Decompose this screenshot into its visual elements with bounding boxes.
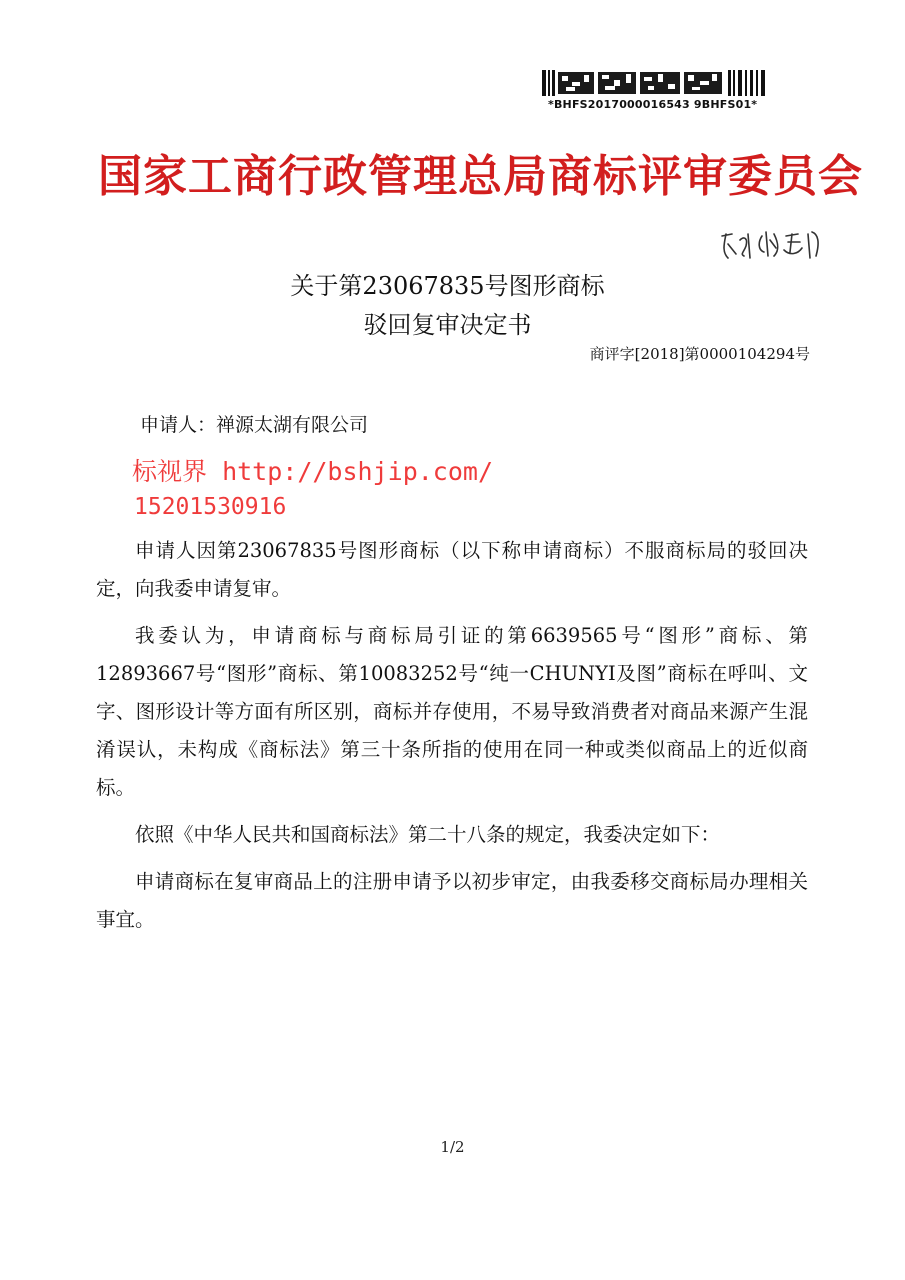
page-number: 1/2: [440, 1138, 465, 1156]
watermark-site-name: 标视界: [132, 457, 208, 486]
document-title-line1: 关于第23067835号图形商标: [290, 272, 605, 300]
handwritten-note-signature: [718, 222, 828, 270]
applicant-line: [140, 410, 368, 437]
paragraph: 申请人因第23067835号图形商标（以下称申请商标）不服商标局的驳回决定，向我委申请复审。: [96, 539, 808, 600]
watermark-url[interactable]: http://bshjip.com/: [222, 457, 494, 486]
agency-header: 国家工商行政管理总局商标评审委员会: [98, 151, 863, 202]
applicant-name: 禅源太湖有限公司: [216, 414, 369, 436]
applicant-label: 申请人：: [140, 414, 217, 436]
decision-body: [96, 532, 808, 948]
watermark-site: [132, 452, 493, 488]
barcode-serial: *BHFS2017000016543 9BHFS01*: [548, 98, 758, 111]
barcode: [542, 70, 768, 96]
document-title-line2: 驳回复审决定书: [363, 311, 532, 339]
document-number: 商评字[2018]第0000104294号: [589, 345, 810, 363]
paragraph: 依照《中华人民共和国商标法》第二十八条的规定，我委决定如下：: [135, 823, 721, 846]
handwritten-note: [718, 222, 828, 270]
paragraph: 我委认为，申请商标与商标局引证的第6639565号“图形”商标、第12893667号“图形”商标、第10083252号“纯一CHUNYI及图”商标在呼叫、文字、图形设计等方面有所区别，商标并存使用，不易导致消费者对商品来源产生混淆误认，未构成《商标法》第三十条所指的使用在同一种或类似商品上的近似商标。: [96, 624, 808, 799]
watermark-phone: 15201530916: [134, 494, 287, 520]
paragraph: 申请商标在复审商品上的注册申请予以初步审定，由我委移交商标局办理相关事宜。: [96, 870, 808, 931]
